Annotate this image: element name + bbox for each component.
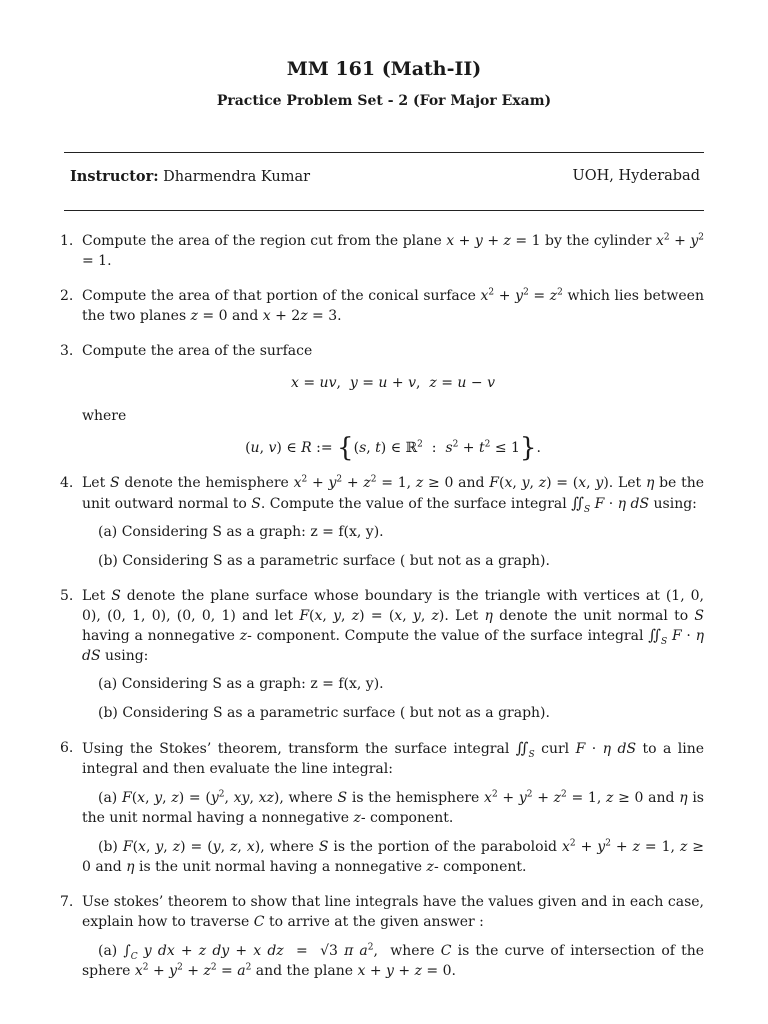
header-row — [70, 168, 700, 185]
problem-6b: (b) F(x, y, z) = (y, z, x), where S is the portion of the paraboloid $x^2 + y^2 + z = 1$, z ≥ 0 and η is the unit normal having a nonnegative z- component. — [82, 838, 705, 875]
page-title: MM 161 (Math-II) — [286, 58, 482, 80]
institution: UOH, Hyderabad — [572, 168, 700, 184]
region-definition: (u, v) ∈ R := {(s, t) ∈ ℝ$^2$ : $s^2 + t^2 \le 1$}. — [245, 432, 541, 463]
problem-5: 5. Let S denote the plane surface whose boundary is the triangle with vertices at (1, 0, 0), (0, 1, 0), (0, 0, 1) and let F(x, y, z) = (x, y, z). Let η denote the unit normal to S having a nonnegative z- component. Compute the value of the surface integral $∬_S$ F · η dS using: (a) Considering S as a graph: z = f(x, y). (b) Considering S as a parametric surface ( but not as a graph). — [60, 587, 704, 723]
problem-number: 4. — [60, 475, 74, 491]
problem-number: 5. — [60, 588, 74, 604]
problem-4b: (b) Considering S as a parametric surface ( but not as a graph). — [98, 552, 550, 569]
where-label: where — [82, 408, 127, 424]
problem-4: 4. Let S denote the hemisphere $x^2 + y^2 + z^2 = 1$, z ≥ 0 and F(x, y, z) = (x, y). Let η be the unit outward normal to S. Compute the value of the surface integral $∬_S$ F · η dS using: (a) Considering S as a graph: z = f(x, y). (b) Considering S as a parametric surface ( but not as a graph). — [60, 474, 704, 571]
problem-6a: (a) F(x, y, $z) = (y^2$, xy, xz), where S is the hemisphere $x^2 + y^2 + z^2 = 1$, z ≥ 0 and η is the unit normal having a nonnegative z- component. — [82, 789, 704, 826]
problem-list — [60, 232, 704, 997]
problem-number: 3. — [60, 343, 74, 359]
instructor — [70, 168, 310, 185]
problem-6: 6. Using the Stokes’ theorem, transform the surface integral $∬_S$ curl F · η dS to a line integral and then evaluate the line integral: (a) F(x, y, $z) = (y^2$, xy, xz), where S is the hemisphere $x^2 + y^2 + z^2 = 1$, z ≥ 0 and η is the unit normal having a nonnegative z- component. (b) F(x, y, z) = (y, z, x), where S is the portion of the paraboloid $x^2 + y^2 + z = 1$, z ≥ 0 and η is the unit normal having a nonnegative z- component. — [60, 739, 704, 877]
instructor-label: Instructor: — [70, 168, 159, 185]
surface-equation: x = uv, y = u + v, z = u − v — [291, 374, 495, 391]
problem-2: 2. Compute the area of that portion of the conical surface $x^2 + y^2 = z^2$ which lies between the two planes z = 0 and x + 2z = 3. — [60, 287, 704, 324]
problem-7: 7. Use stokes’ theorem to show that line integrals have the values given and in each case, explain how to traverse C to arrive at the given answer : (a) $\int_C$ y dx + z dy + x dz = √3 π $a^2$, where C is the curve of intersection of the sphere $x^2 + y^2 + z^2 = a^2$ and the plane x + y + z = 0. — [60, 893, 704, 981]
problem-1: 1. Compute the area of the region cut from the plane x + y + z = 1 by the cylinder $x^2 + y^2 = 1$. — [60, 232, 704, 269]
header-rule-top — [64, 152, 704, 153]
header-rule-bottom — [64, 210, 704, 211]
problem-5b: (b) Considering S as a parametric surface ( but not as a graph). — [98, 704, 550, 721]
problem-number: 6. — [60, 740, 74, 756]
page-subtitle: Practice Problem Set - 2 (For Major Exam) — [216, 93, 552, 109]
problem-number: 7. — [60, 894, 74, 910]
problem-number: 2. — [60, 288, 74, 304]
instructor-name: Dharmendra Kumar — [163, 169, 311, 185]
problem-number: 1. — [60, 233, 74, 249]
problem-5a: (a) Considering S as a graph: z = f(x, y). — [98, 676, 384, 692]
problem-3: 3. Compute the area of the surface x = uv, y = u + v, z = u − v where (u, v) ∈ R := {(s, t) ∈ ℝ$^2$ : $s^2 + t^2 \le 1$}. — [60, 342, 704, 458]
problem-4a: (a) Considering S as a graph: z = f(x, y). — [98, 524, 384, 540]
problem-7a: (a) $\int_C$ y dx + z dy + x dz = √3 π $a^2$, where C is the curve of intersection of the sphere $x^2 + y^2 + z^2 = a^2$ and the plane x + y + z = 0. — [82, 942, 705, 979]
